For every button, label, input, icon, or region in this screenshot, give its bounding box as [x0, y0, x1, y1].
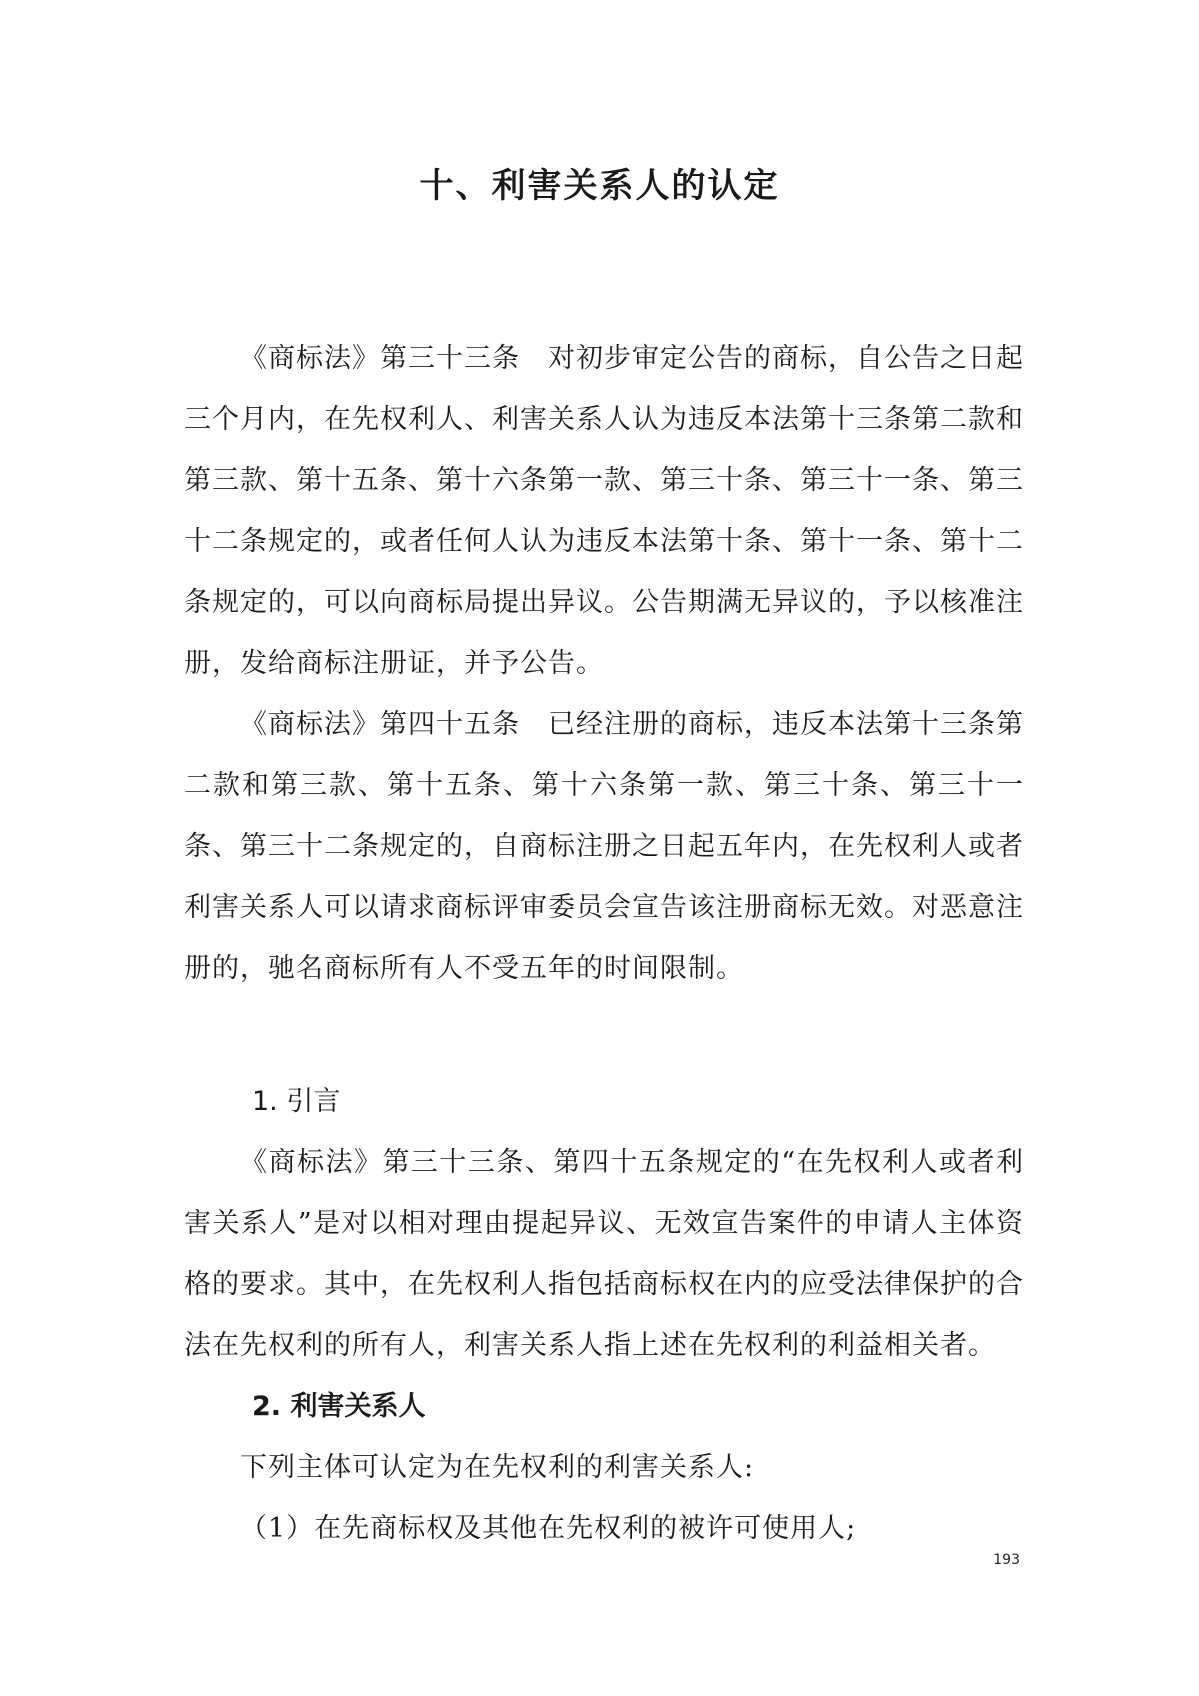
section-heading-interested-party: 2. 利害关系人 [252, 1391, 426, 1422]
page-number: 193 [993, 1552, 1020, 1568]
paragraph-interested-party-intro: 下列主体可认定为在先权利的利害关系人: [240, 1452, 755, 1483]
paragraph-introduction: 《商标法》第三十三条、第四十五条规定的“在先权利人或者利害关系人”是对以相对理由提起异议、无效宣告案件的申请人主体资格的要求。其中，在先权利人指包括商标权在内的应受法律保护的合法在先权利的所有人，利害关系人指上述在先权利的利益相关者。 [184, 1147, 1024, 1361]
section-spacer [184, 999, 1024, 1071]
paragraph-article-45: 《商标法》第四十五条 已经注册的商标，违反本法第十三条第二款和第三款、第十五条、第十六条第一款、第三十条、第三十一条、第三十二条规定的，自商标注册之日起五年内，在先权利人或者利害关系人可以请求商标评审委员会宣告该注册商标无效。对恶意注册的，驰名商标所有人不受五年的时间限制。 [184, 709, 1024, 984]
paragraph-article-33: 《商标法》第三十三条 对初步审定公告的商标，自公告之日起三个月内，在先权利人、利害关系人认为违反本法第十三条第二款和第三款、第十五条、第十六条第一款、第三十条、第三十一条、第三十二条规定的，或者任何人认为违反本法第十条、第十一条、第十二条规定的，可以向商标局提出异议。公告期满无异议的，予以核准注册，发给商标注册证，并予公告。 [184, 343, 1024, 679]
list-item: （1）在先商标权及其他在先权利的被许可使用人; [240, 1513, 857, 1544]
document-title: 十、利害关系人的认定 [419, 166, 780, 206]
section-heading-introduction: 1. 引言 [252, 1086, 341, 1117]
document-body [184, 328, 1024, 1559]
